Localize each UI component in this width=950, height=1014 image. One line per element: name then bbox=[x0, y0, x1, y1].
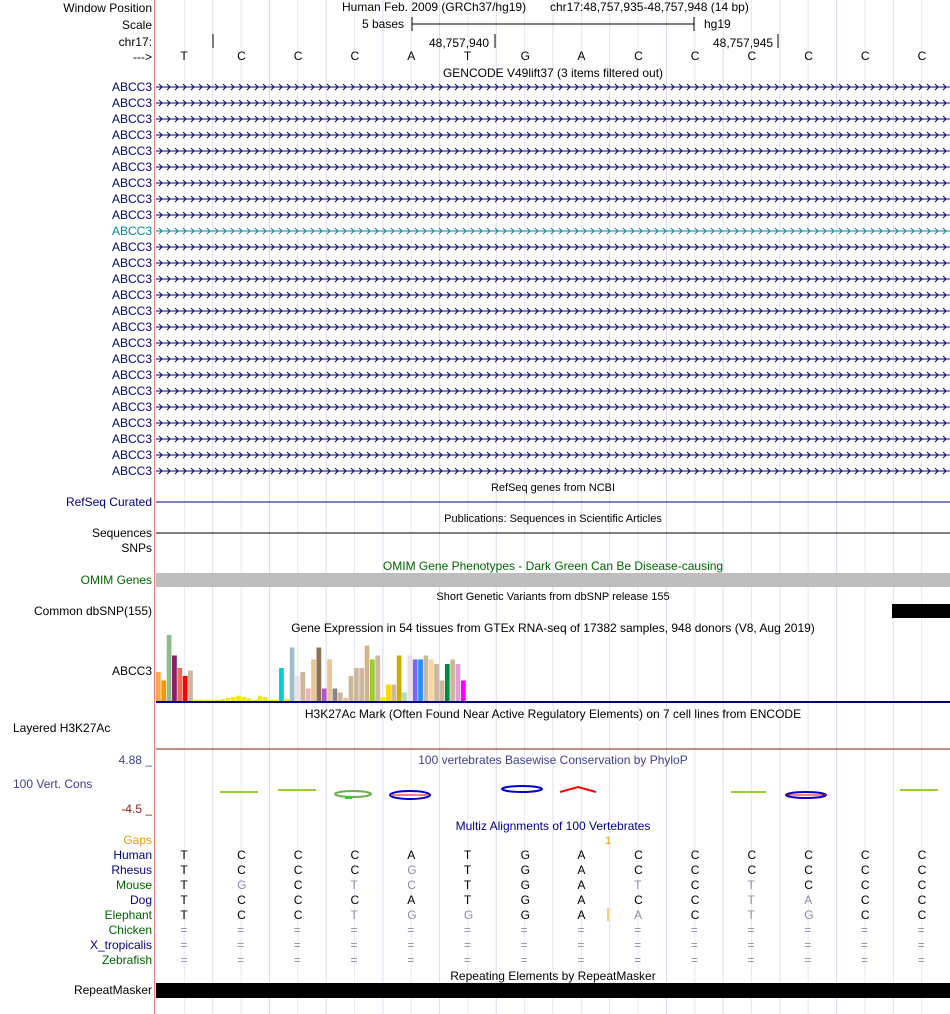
gtex-tissue-bar[interactable] bbox=[381, 697, 386, 701]
alignment-base: = bbox=[350, 953, 358, 967]
gtex-tissue-bar[interactable] bbox=[375, 656, 380, 702]
gencode-transcript-label[interactable]: ABCC3 bbox=[111, 272, 152, 286]
gtex-tissue-bar[interactable] bbox=[354, 668, 359, 701]
base-letter: A bbox=[577, 49, 586, 63]
gtex-tissue-bar[interactable] bbox=[407, 656, 412, 702]
alignment-base: A bbox=[634, 908, 643, 922]
alignment-base: = bbox=[463, 953, 471, 967]
dbsnp-track-label[interactable]: Common dbSNP(155) bbox=[33, 604, 152, 618]
alignment-base: C bbox=[917, 863, 927, 877]
alignment-base: T bbox=[350, 878, 358, 892]
position-text: chr17:48,757,935-48,757,948 (14 bp) bbox=[550, 0, 749, 14]
alignment-base: A bbox=[577, 908, 586, 922]
snps-track-label[interactable]: SNPs bbox=[121, 541, 152, 555]
window-position-label: Window Position bbox=[63, 1, 152, 15]
alignment-base: C bbox=[804, 848, 813, 862]
gencode-transcript-label[interactable]: ABCC3 bbox=[111, 384, 152, 398]
alignment-base: C bbox=[917, 893, 927, 907]
gtex-tissue-bar[interactable] bbox=[183, 676, 188, 701]
alignment-base: = bbox=[917, 938, 925, 952]
alignment-base: C bbox=[747, 863, 757, 877]
alignment-base: A bbox=[577, 878, 586, 892]
species-label[interactable]: Mouse bbox=[115, 878, 152, 892]
alignment-base: = bbox=[634, 938, 642, 952]
chrom-label: chr17: bbox=[118, 35, 152, 49]
alignment-base: = bbox=[690, 938, 698, 952]
alignment-base: = bbox=[463, 938, 471, 952]
refseq-track-label[interactable]: RefSeq Curated bbox=[65, 495, 152, 509]
gtex-tissue-bar[interactable] bbox=[284, 699, 289, 701]
base-letter: C bbox=[917, 49, 927, 63]
track-label-column bbox=[0, 0, 154, 1014]
base-letter: C bbox=[860, 49, 870, 63]
scale-label: Scale bbox=[121, 18, 152, 32]
gencode-transcript-label[interactable]: ABCC3 bbox=[111, 320, 152, 334]
gtex-tissue-bar[interactable] bbox=[199, 700, 204, 701]
alignment-base: = bbox=[293, 923, 301, 937]
base-letter: T bbox=[463, 49, 472, 63]
alignment-base: G bbox=[520, 878, 530, 892]
alignment-base: C bbox=[860, 848, 870, 862]
alignment-base: = bbox=[917, 923, 925, 937]
gtex-tissue-bar[interactable] bbox=[274, 700, 279, 701]
gtex-bar-chart[interactable] bbox=[156, 635, 466, 701]
alignment-base: C bbox=[350, 863, 360, 877]
phylop-wiggle[interactable] bbox=[220, 786, 938, 799]
gtex-tissue-bar[interactable] bbox=[188, 671, 193, 701]
gtex-tissue-bar[interactable] bbox=[252, 700, 257, 701]
gtex-tissue-bar[interactable] bbox=[327, 659, 332, 701]
base-letter: T bbox=[180, 49, 188, 63]
omim-gene-bar[interactable] bbox=[156, 573, 950, 587]
gencode-transcript-label[interactable]: ABCC3 bbox=[111, 96, 152, 110]
gencode-transcript-label[interactable]: ABCC3 bbox=[111, 304, 152, 318]
gencode-transcript-label[interactable]: ABCC3 bbox=[111, 352, 152, 366]
label-divider bbox=[154, 0, 155, 1014]
alignment-base: = bbox=[237, 953, 245, 967]
species-label[interactable]: Human bbox=[113, 848, 152, 862]
gtex-tissue-bar[interactable] bbox=[247, 698, 252, 701]
alignment-base: G bbox=[407, 908, 417, 922]
gtex-tissue-bar[interactable] bbox=[156, 672, 161, 701]
gtex-tissue-bar[interactable] bbox=[349, 676, 354, 701]
gencode-transcript-label[interactable]: ABCC3 bbox=[111, 224, 152, 238]
multiz-title: Multiz Alignments of 100 Vertebrates bbox=[455, 819, 651, 833]
alignment-base: = bbox=[804, 953, 812, 967]
gtex-tissue-bar[interactable] bbox=[268, 700, 273, 701]
alignment-base: C bbox=[634, 863, 643, 877]
alignment-base: = bbox=[463, 923, 471, 937]
alignment-base: T bbox=[350, 908, 358, 922]
alignment-base: = bbox=[520, 923, 528, 937]
alignment-base: C bbox=[237, 908, 246, 922]
gencode-transcript-label[interactable]: ABCC3 bbox=[111, 288, 152, 302]
species-label[interactable]: X_tropicalis bbox=[89, 938, 152, 952]
alignment-base: A bbox=[577, 863, 586, 877]
gaps-label: Gaps bbox=[123, 833, 152, 847]
gtex-tissue-bar[interactable] bbox=[263, 697, 268, 701]
gtex-track-label[interactable]: ABCC3 bbox=[111, 664, 152, 678]
alignment-base: = bbox=[407, 938, 415, 952]
gtex-tissue-bar[interactable] bbox=[370, 659, 375, 701]
repeatmasker-bar[interactable] bbox=[156, 983, 950, 998]
gencode-transcript-label[interactable]: ABCC3 bbox=[111, 192, 152, 206]
alignment-base: C bbox=[237, 863, 246, 877]
alignment-base: C bbox=[917, 878, 927, 892]
alignment-base: C bbox=[690, 893, 700, 907]
gtex-tissue-bar[interactable] bbox=[424, 656, 429, 702]
alignment-base: = bbox=[634, 923, 642, 937]
gtex-tissue-bar[interactable] bbox=[391, 685, 396, 702]
omim-title: OMIM Gene Phenotypes - Dark Green Can Be Disease-causing bbox=[382, 559, 724, 573]
alignment-base: C bbox=[917, 848, 927, 862]
gtex-tissue-bar[interactable] bbox=[258, 696, 263, 701]
gtex-tissue-bar[interactable] bbox=[215, 700, 220, 701]
gtex-tissue-bar[interactable] bbox=[306, 689, 311, 702]
alignment-base: A bbox=[407, 848, 416, 862]
alignment-base: C bbox=[860, 908, 870, 922]
gtex-tissue-bar[interactable] bbox=[290, 648, 295, 702]
browser-track-image[interactable] bbox=[156, 0, 950, 1014]
coord-label-1: 48,757,940 bbox=[429, 36, 490, 50]
gtex-tissue-bar[interactable] bbox=[231, 697, 236, 701]
alignment-base: = bbox=[577, 953, 585, 967]
gtex-tissue-bar[interactable] bbox=[338, 692, 343, 701]
coord-label-2: 48,757,945 bbox=[713, 36, 774, 50]
cons-min-label: -4.5 _ bbox=[121, 802, 152, 816]
alignment-base: G bbox=[237, 878, 247, 892]
cons-track-label[interactable]: 100 Vert. Cons bbox=[13, 777, 93, 791]
base-letter: C bbox=[804, 49, 813, 63]
alignment-base: A bbox=[804, 893, 813, 907]
gencode-transcript-label[interactable]: ABCC3 bbox=[111, 368, 152, 382]
alignment-base: = bbox=[690, 953, 698, 967]
alignment-base: C bbox=[860, 893, 870, 907]
alignment-base: T bbox=[747, 908, 755, 922]
base-letter: G bbox=[520, 49, 530, 63]
gencode-transcript-label[interactable]: ABCC3 bbox=[111, 208, 152, 222]
species-label[interactable]: Dog bbox=[129, 893, 152, 907]
gtex-tissue-bar[interactable] bbox=[343, 698, 348, 701]
alignment-base: = bbox=[293, 953, 301, 967]
alignment-base: = bbox=[350, 938, 358, 952]
alignment-base: C bbox=[634, 893, 643, 907]
alignment-base: = bbox=[747, 953, 755, 967]
alignment-base: T bbox=[180, 848, 188, 862]
gtex-tissue-bar[interactable] bbox=[295, 676, 300, 701]
alignment-base: C bbox=[690, 908, 700, 922]
gtex-tissue-bar[interactable] bbox=[210, 700, 215, 701]
alignment-base: G bbox=[463, 908, 474, 922]
gencode-transcript-label[interactable]: ABCC3 bbox=[111, 416, 152, 430]
alignment-base: C bbox=[293, 893, 303, 907]
alignment-base: = bbox=[747, 938, 755, 952]
alignment-base: C bbox=[350, 848, 360, 862]
alignment-base: G bbox=[520, 893, 530, 907]
gencode-transcript-label[interactable]: ABCC3 bbox=[111, 176, 152, 190]
gtex-tissue-bar[interactable] bbox=[413, 659, 418, 701]
base-letter: C bbox=[690, 49, 700, 63]
alignment-base: C bbox=[237, 848, 246, 862]
alignment-base: = bbox=[860, 953, 868, 967]
alignment-base: = bbox=[350, 923, 358, 937]
dbsnp-variant-block[interactable] bbox=[892, 604, 950, 618]
alignment-base: G bbox=[520, 863, 530, 877]
gtex-tissue-bar[interactable] bbox=[445, 664, 450, 701]
alignment-base: A bbox=[577, 893, 586, 907]
alignment-base: C bbox=[690, 863, 700, 877]
dbsnp-title: Short Genetic Variants from dbSNP release 155 bbox=[436, 591, 670, 603]
species-label[interactable]: Zebrafish bbox=[101, 953, 152, 967]
gencode-transcript-label[interactable]: ABCC3 bbox=[111, 240, 152, 254]
gtex-tissue-bar[interactable] bbox=[440, 681, 445, 702]
alignment-base: = bbox=[804, 938, 812, 952]
cons-max-label: 4.88 _ bbox=[118, 753, 152, 767]
alignment-base: T bbox=[463, 893, 472, 907]
gencode-transcript-label[interactable]: ABCC3 bbox=[111, 464, 152, 478]
gtex-tissue-bar[interactable] bbox=[167, 635, 172, 701]
gtex-tissue-bar[interactable] bbox=[434, 664, 439, 701]
alignment-base: C bbox=[293, 848, 303, 862]
gtex-tissue-bar[interactable] bbox=[236, 696, 241, 701]
repeatmasker-title: Repeating Elements by RepeatMasker bbox=[450, 969, 656, 983]
gtex-tissue-bar[interactable] bbox=[461, 681, 466, 702]
base-letter: C bbox=[350, 49, 360, 63]
gtex-tissue-bar[interactable] bbox=[204, 700, 209, 701]
alignment-base: C bbox=[804, 863, 813, 877]
alignment-base: C bbox=[293, 908, 303, 922]
alignment-base: T bbox=[463, 848, 472, 862]
alignment-base: C bbox=[917, 908, 927, 922]
alignment-base: = bbox=[180, 953, 188, 967]
base-letter: C bbox=[634, 49, 643, 63]
h3k27ac-track-label[interactable]: Layered H3K27Ac bbox=[13, 721, 111, 735]
gencode-transcript-label[interactable]: ABCC3 bbox=[111, 256, 152, 270]
gtex-tissue-bar[interactable] bbox=[322, 689, 327, 702]
alignment-base: = bbox=[520, 938, 528, 952]
alignment-base: C bbox=[690, 878, 700, 892]
gtex-tissue-bar[interactable] bbox=[450, 659, 455, 701]
strand-label: ---> bbox=[133, 50, 152, 64]
scale-text: 5 bases bbox=[362, 17, 405, 31]
alignment-base: = bbox=[237, 938, 245, 952]
gtex-tissue-bar[interactable] bbox=[429, 659, 434, 701]
gtex-tissue-bar[interactable] bbox=[172, 656, 177, 702]
gencode-transcript-label[interactable]: ABCC3 bbox=[111, 128, 152, 142]
cons-title: 100 vertebrates Basewise Conservation by PhyloP bbox=[418, 753, 688, 767]
gencode-transcript-label[interactable]: ABCC3 bbox=[111, 400, 152, 414]
species-label[interactable]: Chicken bbox=[108, 923, 152, 937]
alignment-base: C bbox=[293, 878, 303, 892]
alignment-base: = bbox=[407, 953, 415, 967]
alignment-base: = bbox=[520, 953, 528, 967]
alignment-base: = bbox=[293, 938, 301, 952]
alignment-base: T bbox=[747, 893, 755, 907]
gtex-tissue-bar[interactable] bbox=[177, 668, 182, 701]
alignment-base: T bbox=[180, 908, 188, 922]
alignment-base: T bbox=[180, 863, 188, 877]
gencode-transcript-label[interactable]: ABCC3 bbox=[111, 112, 152, 126]
alignment-base: G bbox=[520, 908, 530, 922]
gtex-tissue-bar[interactable] bbox=[242, 697, 247, 701]
alignment-base: = bbox=[917, 953, 925, 967]
alignment-base: T bbox=[747, 878, 755, 892]
gencode-transcript-label[interactable]: ABCC3 bbox=[111, 336, 152, 350]
db-text: hg19 bbox=[704, 17, 731, 31]
base-letter: C bbox=[293, 49, 303, 63]
gtex-tissue-bar[interactable] bbox=[311, 659, 316, 701]
alignment-base: C bbox=[350, 893, 360, 907]
alignment-base: A bbox=[407, 893, 416, 907]
gtex-tissue-bar[interactable] bbox=[220, 699, 225, 701]
alignment-base: = bbox=[860, 938, 868, 952]
alignment-base: G bbox=[520, 848, 530, 862]
publications-title: Publications: Sequences in Scientific Articles bbox=[444, 513, 662, 525]
gencode-transcript-label[interactable]: ABCC3 bbox=[111, 160, 152, 174]
alignment-base: C bbox=[237, 893, 246, 907]
omim-track-label[interactable]: OMIM Genes bbox=[80, 573, 152, 587]
gtex-tissue-bar[interactable] bbox=[365, 646, 370, 701]
sequences-track-label[interactable]: Sequences bbox=[91, 526, 152, 540]
alignment-base: A bbox=[577, 848, 586, 862]
alignment-base: = bbox=[180, 923, 188, 937]
alignment-base: C bbox=[293, 863, 303, 877]
alignment-base: C bbox=[860, 863, 870, 877]
alignment-base: C bbox=[747, 848, 757, 862]
gtex-tissue-bar[interactable] bbox=[386, 685, 391, 702]
gtex-tissue-bar[interactable] bbox=[333, 689, 338, 702]
repeatmasker-track-label[interactable]: RepeatMasker bbox=[73, 983, 152, 997]
assembly-text: Human Feb. 2009 (GRCh37/hg19) bbox=[342, 0, 527, 14]
gtex-tissue-bar[interactable] bbox=[317, 648, 322, 702]
gencode-transcript-label[interactable]: ABCC3 bbox=[111, 448, 152, 462]
alignment-base: = bbox=[577, 923, 585, 937]
gencode-transcript-label[interactable]: ABCC3 bbox=[111, 432, 152, 446]
gencode-transcript-label[interactable]: ABCC3 bbox=[111, 144, 152, 158]
gtex-tissue-bar[interactable] bbox=[397, 656, 402, 702]
base-letter: A bbox=[407, 49, 416, 63]
alignment-base: = bbox=[180, 938, 188, 952]
gap-count: 1 bbox=[605, 835, 612, 847]
gtex-tissue-bar[interactable] bbox=[193, 700, 198, 701]
gtex-tissue-bar[interactable] bbox=[418, 659, 423, 701]
alignment-base: T bbox=[463, 863, 472, 877]
gtex-tissue-bar[interactable] bbox=[279, 668, 284, 701]
alignment-base: = bbox=[237, 923, 245, 937]
gencode-transcript-label[interactable]: ABCC3 bbox=[111, 80, 152, 94]
alignment-base: C bbox=[407, 878, 416, 892]
alignment-base: G bbox=[407, 863, 417, 877]
h3k27ac-title: H3K27Ac Mark (Often Found Near Active Regulatory Elements) on 7 cell lines from ENCODE bbox=[304, 707, 802, 721]
species-label[interactable]: Elephant bbox=[104, 908, 152, 922]
alignment-base: T bbox=[180, 878, 188, 892]
gtex-tissue-bar[interactable] bbox=[402, 692, 407, 701]
gtex-tissue-bar[interactable] bbox=[226, 698, 231, 701]
base-letter: C bbox=[747, 49, 757, 63]
alignment-base: C bbox=[860, 878, 870, 892]
alignment-base: T bbox=[463, 878, 472, 892]
gtex-tissue-bar[interactable] bbox=[300, 672, 305, 701]
gtex-tissue-bar[interactable] bbox=[161, 681, 166, 702]
alignment-base: C bbox=[690, 848, 700, 862]
alignment-base: = bbox=[747, 923, 755, 937]
alignment-base: = bbox=[407, 923, 415, 937]
alignment-base: C bbox=[804, 878, 813, 892]
species-label[interactable]: Rhesus bbox=[111, 863, 152, 877]
gtex-title: Gene Expression in 54 tissues from GTEx RNA-seq of 17382 samples, 948 donors (V8, Aug 2019) bbox=[291, 621, 815, 635]
alignment-base: C bbox=[634, 848, 643, 862]
refseq-title: RefSeq genes from NCBI bbox=[490, 482, 616, 494]
base-letter: C bbox=[237, 49, 246, 63]
track-graphics bbox=[156, 0, 950, 1014]
alignment-base: = bbox=[860, 923, 868, 937]
gencode-title: GENCODE V49lift37 (3 items filtered out) bbox=[442, 66, 664, 80]
alignment-base: = bbox=[634, 953, 642, 967]
gtex-tissue-bar[interactable] bbox=[456, 664, 461, 701]
alignment-base: T bbox=[180, 893, 188, 907]
gtex-tissue-bar[interactable] bbox=[359, 668, 364, 701]
alignment-base: = bbox=[577, 938, 585, 952]
alignment-base: = bbox=[690, 923, 698, 937]
alignment-base: T bbox=[634, 878, 642, 892]
alignment-base: G bbox=[804, 908, 814, 922]
alignment-base: = bbox=[804, 923, 812, 937]
